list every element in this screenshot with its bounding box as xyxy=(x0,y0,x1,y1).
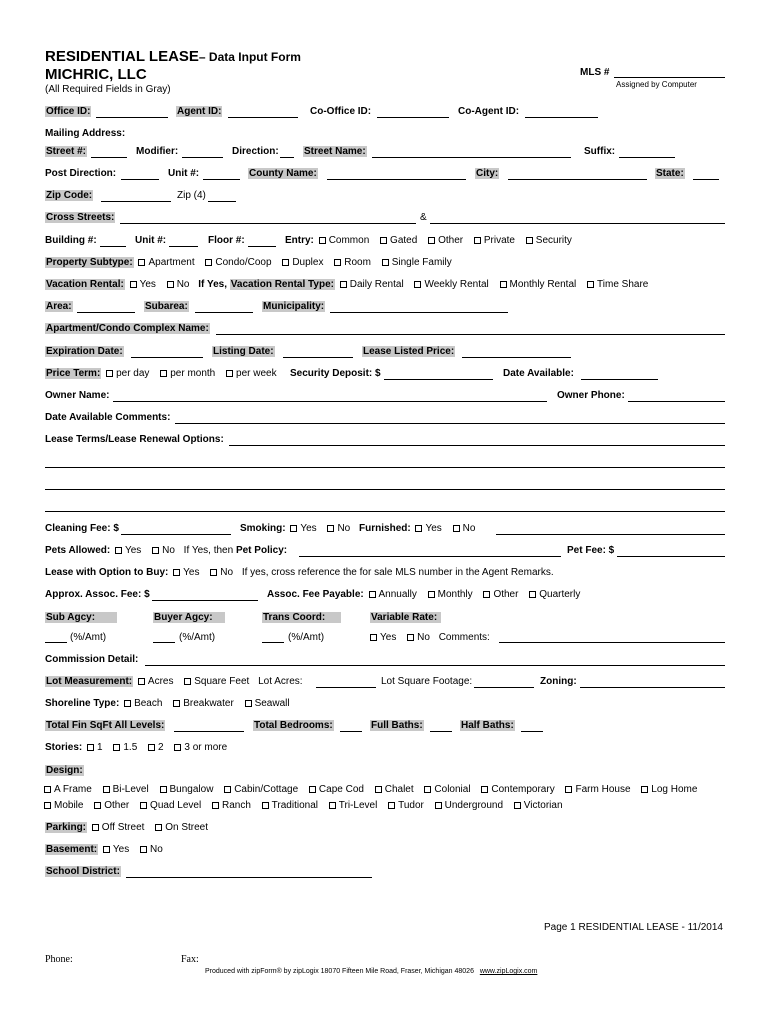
shoreline-breakwater[interactable]: Breakwater xyxy=(171,698,234,709)
entry-security[interactable]: Security xyxy=(524,235,572,246)
term-per-month[interactable]: per month xyxy=(158,368,215,379)
building-no-field[interactable] xyxy=(100,246,126,247)
design-chalet[interactable]: Chalet xyxy=(373,784,414,795)
stories-row: Stories: 1 1.5 2 3 or more xyxy=(45,742,228,753)
subtype-condo[interactable]: Condo/Coop xyxy=(203,257,271,268)
checkbox[interactable] xyxy=(167,281,174,288)
checkbox[interactable] xyxy=(226,370,233,377)
design-tudor[interactable]: Tudor xyxy=(386,800,424,811)
price-field[interactable] xyxy=(462,357,571,358)
smoking-no[interactable]: No xyxy=(325,523,350,534)
parking-label: Parking: xyxy=(46,822,87,833)
deposit-label: Security Deposit: $ xyxy=(290,368,381,379)
lease-terms-field-2[interactable] xyxy=(45,467,725,468)
checkbox[interactable] xyxy=(514,802,521,809)
street-no-label: Street #: xyxy=(46,146,87,157)
checkbox[interactable] xyxy=(87,744,94,751)
checkbox[interactable] xyxy=(212,802,219,809)
subarea-label: Subarea: xyxy=(145,301,188,312)
checkbox[interactable] xyxy=(130,281,137,288)
unit-no-field[interactable] xyxy=(169,246,198,247)
checkbox[interactable] xyxy=(388,802,395,809)
entry-other[interactable]: Other xyxy=(426,235,463,246)
unit-field[interactable] xyxy=(203,179,240,180)
commission-detail-field[interactable] xyxy=(145,665,725,666)
unit-no-label: Unit #: xyxy=(135,235,167,246)
design-cape-cod[interactable]: Cape Cod xyxy=(307,784,364,795)
checkbox[interactable] xyxy=(103,846,110,853)
lot-sqft-label: Lot Square Footage: xyxy=(381,676,473,687)
design-mobile[interactable]: Mobile xyxy=(42,800,83,811)
footer-fax: Fax: xyxy=(181,954,199,965)
city-label: City: xyxy=(476,168,499,179)
office-id-row xyxy=(45,106,91,117)
design-ranch[interactable]: Ranch xyxy=(210,800,251,811)
page-footer: Page 1 RESIDENTIAL LEASE - 11/2014 xyxy=(544,922,723,933)
cross-streets-label: Cross Streets: xyxy=(46,212,115,223)
footer-phone: Phone: xyxy=(45,954,73,965)
design-contemporary[interactable]: Contemporary xyxy=(479,784,554,795)
assoc-other[interactable]: Other xyxy=(481,589,518,600)
stories-2[interactable]: 2 xyxy=(146,742,164,753)
design-a-frame[interactable]: A Frame xyxy=(42,784,92,795)
checkbox[interactable] xyxy=(103,786,110,793)
design-log-home[interactable]: Log Home xyxy=(639,784,697,795)
avail-comments-field[interactable] xyxy=(175,423,725,424)
owner-phone-label: Owner Phone: xyxy=(557,390,625,401)
agent-id-field[interactable] xyxy=(228,117,298,118)
property-subtype-label: Property Subtype: xyxy=(46,257,133,268)
checkbox[interactable] xyxy=(407,634,414,641)
cross-street-2-field[interactable] xyxy=(430,223,725,224)
vacation-yes[interactable]: Yes xyxy=(128,279,156,290)
trans-coord-field[interactable] xyxy=(262,642,284,643)
suffix-field[interactable] xyxy=(619,157,675,158)
basement-no[interactable]: No xyxy=(138,844,163,855)
mls-label: MLS # xyxy=(580,67,610,78)
stories-3-plus[interactable]: 3 or more xyxy=(172,742,227,753)
mls-field[interactable] xyxy=(614,77,725,78)
state-field[interactable] xyxy=(693,179,719,180)
checkbox[interactable] xyxy=(113,744,120,751)
subarea-field[interactable] xyxy=(195,312,253,313)
checkbox[interactable] xyxy=(173,569,180,576)
cleaning-fee-label: Cleaning Fee: $ xyxy=(45,523,119,534)
basement-label: Basement: xyxy=(46,844,98,855)
county-label: County Name: xyxy=(249,168,317,179)
lot-sqft-option[interactable]: Square Feet xyxy=(182,676,249,687)
design-row-1 xyxy=(42,784,703,795)
stories-1[interactable]: 1 xyxy=(85,742,103,753)
checkbox[interactable] xyxy=(210,569,217,576)
sub-agcy-field[interactable] xyxy=(45,642,67,643)
checkbox[interactable] xyxy=(148,744,155,751)
design-quad-level[interactable]: Quad Level xyxy=(138,800,201,811)
checkbox[interactable] xyxy=(428,237,435,244)
municipality-label: Municipality: xyxy=(263,301,325,312)
floor-no-field[interactable] xyxy=(248,246,276,247)
vacation-monthly[interactable]: Monthly Rental xyxy=(498,279,577,290)
option-buy-row: Lease with Option to Buy: Yes No If yes, cross reference the for sale MLS number in the Agent Remarks. xyxy=(45,567,554,578)
area-field[interactable] xyxy=(77,312,135,313)
variable-yes[interactable]: Yes xyxy=(368,632,396,643)
price-label: Lease Listed Price: xyxy=(363,346,455,357)
checkbox[interactable] xyxy=(415,525,422,532)
form-title: RESIDENTIAL LEASE– Data Input Form xyxy=(45,48,301,65)
checkbox[interactable] xyxy=(174,744,181,751)
checkbox[interactable] xyxy=(152,547,159,554)
buyer-agcy-label: Buyer Agcy: xyxy=(153,612,225,623)
trans-coord-label: Trans Coord: xyxy=(262,612,341,623)
checkbox[interactable] xyxy=(370,634,377,641)
total-sqft-field[interactable] xyxy=(174,731,244,732)
design-cabin[interactable]: Cabin/Cottage xyxy=(222,784,298,795)
cleaning-fee-field[interactable] xyxy=(121,534,231,535)
variable-rate-label: Variable Rate: xyxy=(370,612,441,623)
trans-coord-amt: (%/Amt) xyxy=(288,632,325,643)
price-term-label: Price Term: xyxy=(46,368,101,379)
lot-acres-field[interactable] xyxy=(316,687,376,688)
subtype-single-family[interactable]: Single Family xyxy=(380,257,452,268)
design-colonial[interactable]: Colonial xyxy=(422,784,470,795)
buyer-agcy-field[interactable] xyxy=(153,642,175,643)
lot-measurement-label: Lot Measurement: xyxy=(46,676,133,687)
checkbox[interactable] xyxy=(369,591,376,598)
term-per-week[interactable]: per week xyxy=(224,368,277,379)
lease-terms-label: Lease Terms/Lease Renewal Options: xyxy=(45,434,224,445)
city-field[interactable] xyxy=(508,179,647,180)
checkbox[interactable] xyxy=(382,259,389,266)
checkbox[interactable] xyxy=(155,824,162,831)
zoning-label: Zoning: xyxy=(540,676,577,687)
design-tri-level[interactable]: Tri-Level xyxy=(327,800,378,811)
street-name-label: Street Name: xyxy=(304,146,366,157)
full-baths-field[interactable] xyxy=(430,731,452,732)
smoking-yes[interactable]: Yes xyxy=(288,523,316,534)
design-victorian[interactable]: Victorian xyxy=(512,800,563,811)
pets-row: Pets Allowed: Yes No If Yes, then Pet Policy: xyxy=(45,545,288,556)
basement-yes[interactable]: Yes xyxy=(101,844,129,855)
unit-label: Unit #: xyxy=(168,168,200,179)
checkbox[interactable] xyxy=(329,802,336,809)
entry-common[interactable]: Common xyxy=(317,235,370,246)
subtype-room[interactable]: Room xyxy=(332,257,371,268)
vacation-timeshare[interactable]: Time Share xyxy=(585,279,648,290)
county-field[interactable] xyxy=(327,179,466,180)
state-label: State: xyxy=(656,168,684,179)
furnished-yes[interactable]: Yes xyxy=(413,523,441,534)
co-office-id-field[interactable] xyxy=(377,117,449,118)
checkbox[interactable] xyxy=(140,802,147,809)
design-bungalow[interactable]: Bungalow xyxy=(158,784,214,795)
entry-private[interactable]: Private xyxy=(472,235,515,246)
parking-row xyxy=(45,822,214,833)
building-no-label: Building #: xyxy=(45,235,97,246)
expiration-label: Expiration Date: xyxy=(46,346,123,357)
checkbox[interactable] xyxy=(140,846,147,853)
shoreline-row: Shoreline Type: Beach Breakwater Seawall xyxy=(45,698,290,709)
bedrooms-field[interactable] xyxy=(340,731,362,732)
checkbox[interactable] xyxy=(424,786,431,793)
checkbox[interactable] xyxy=(481,786,488,793)
assoc-monthly[interactable]: Monthly xyxy=(426,589,473,600)
assoc-payable-row: Assoc. Fee Payable: Annually Monthly Other Quarterly xyxy=(267,589,581,600)
street-no-field[interactable] xyxy=(91,157,127,158)
shoreline-seawall[interactable]: Seawall xyxy=(243,698,290,709)
smoking-row: Smoking: Yes No Furnished: Yes No xyxy=(240,523,476,534)
co-office-id-label: Co-Office ID: xyxy=(310,106,372,117)
subtype-duplex[interactable]: Duplex xyxy=(280,257,323,268)
checkbox[interactable] xyxy=(380,237,387,244)
entry-row: Entry: Common Gated Other Private Security xyxy=(285,235,572,246)
agent-id-label: Agent ID: xyxy=(177,106,222,117)
pet-fee-label: Pet Fee: $ xyxy=(567,545,615,556)
co-agent-id-field[interactable] xyxy=(525,117,598,118)
lot-measurement-row: Lot Measurement: Acres Square Feet Lot Acres: xyxy=(46,676,303,687)
checkbox[interactable] xyxy=(319,237,326,244)
checkbox[interactable] xyxy=(500,281,507,288)
furnished-no[interactable]: No xyxy=(451,523,476,534)
checkbox[interactable] xyxy=(160,370,167,377)
lot-sqft-field[interactable] xyxy=(474,687,534,688)
checkbox[interactable] xyxy=(414,281,421,288)
property-subtype-row xyxy=(45,257,458,268)
checkbox[interactable] xyxy=(526,237,533,244)
zip-field[interactable] xyxy=(101,201,171,202)
modifier-label: Modifier: xyxy=(136,146,179,157)
half-baths-field[interactable] xyxy=(521,731,543,732)
checkbox[interactable] xyxy=(115,547,122,554)
full-baths-label: Full Baths: xyxy=(371,720,423,731)
complex-name-field[interactable] xyxy=(216,334,725,335)
checkbox[interactable] xyxy=(173,700,180,707)
municipality-field[interactable] xyxy=(330,312,508,313)
vacation-no[interactable]: No xyxy=(165,279,190,290)
pets-no[interactable]: No xyxy=(150,545,175,556)
zoning-field[interactable] xyxy=(580,687,725,688)
lease-terms-field-3[interactable] xyxy=(45,489,725,490)
checkbox[interactable] xyxy=(565,786,572,793)
parking-on-street[interactable]: On Street xyxy=(153,822,208,833)
avail-comments-label: Date Available Comments: xyxy=(45,412,171,423)
checkbox[interactable] xyxy=(483,591,490,598)
checkbox[interactable] xyxy=(327,525,334,532)
required-note: (All Required Fields in Gray) xyxy=(45,84,171,95)
direction-field[interactable] xyxy=(280,157,294,158)
listing-date-field[interactable] xyxy=(283,357,353,358)
checkbox[interactable] xyxy=(262,802,269,809)
checkbox[interactable] xyxy=(224,786,231,793)
zip4-label: Zip (4) xyxy=(177,190,206,201)
checkbox[interactable] xyxy=(474,237,481,244)
pets-yes[interactable]: Yes xyxy=(113,545,141,556)
co-agent-id-label: Co-Agent ID: xyxy=(458,106,520,117)
checkbox[interactable] xyxy=(44,786,51,793)
checkbox[interactable] xyxy=(334,259,341,266)
vacation-type-label: Vacation Rental Type: xyxy=(230,279,334,290)
commission-detail-label: Commission Detail: xyxy=(45,654,139,665)
date-available-field[interactable] xyxy=(581,379,658,380)
pet-fee-field[interactable] xyxy=(617,556,725,557)
checkbox[interactable] xyxy=(453,525,460,532)
design-bi-level[interactable]: Bi-Level xyxy=(101,784,149,795)
furnished-field[interactable] xyxy=(496,534,725,535)
parking-off-street[interactable]: Off Street xyxy=(90,822,145,833)
owner-name-field[interactable] xyxy=(113,401,547,402)
checkbox[interactable] xyxy=(94,802,101,809)
sub-agcy-amt: (%/Amt) xyxy=(70,632,107,643)
checkbox[interactable] xyxy=(106,370,113,377)
office-id-label: Office ID: xyxy=(46,106,91,117)
vacation-daily[interactable]: Daily Rental xyxy=(338,279,404,290)
buyer-agcy-amt: (%/Amt) xyxy=(179,632,216,643)
checkbox[interactable] xyxy=(205,259,212,266)
checkbox[interactable] xyxy=(282,259,289,266)
zip4-field[interactable] xyxy=(208,201,236,202)
checkbox[interactable] xyxy=(184,678,191,685)
lease-terms-field-4[interactable] xyxy=(45,511,725,512)
mailing-address-label: Mailing Address: xyxy=(45,128,126,139)
pet-policy-field[interactable] xyxy=(299,556,561,557)
post-direction-label: Post Direction: xyxy=(45,168,117,179)
deposit-field[interactable] xyxy=(384,379,493,380)
cross-street-1-field[interactable] xyxy=(120,223,416,224)
owner-phone-field[interactable] xyxy=(628,401,725,402)
half-baths-label: Half Baths: xyxy=(461,720,514,731)
checkbox[interactable] xyxy=(340,281,347,288)
assoc-fee-label: Approx. Assoc. Fee: $ xyxy=(45,589,150,600)
shoreline-beach[interactable]: Beach xyxy=(122,698,162,709)
checkbox[interactable] xyxy=(435,802,442,809)
checkbox[interactable] xyxy=(428,591,435,598)
zip-label: Zip Code: xyxy=(46,190,93,201)
option-buy-no[interactable]: No xyxy=(208,567,233,578)
office-id-field[interactable] xyxy=(96,117,168,118)
basement-row xyxy=(45,844,169,855)
owner-name-label: Owner Name: xyxy=(45,390,110,401)
ziplogix-link[interactable]: www.zipLogix.com xyxy=(479,968,538,975)
subtype-apartment[interactable]: Apartment xyxy=(136,257,194,268)
street-name-field[interactable] xyxy=(372,157,571,158)
checkbox[interactable] xyxy=(92,824,99,831)
checkbox[interactable] xyxy=(124,700,131,707)
total-sqft-label: Total Fin SqFt All Levels: xyxy=(46,720,165,731)
price-term-row xyxy=(45,368,283,379)
complex-name-label: Apartment/Condo Complex Name: xyxy=(46,323,209,334)
expiration-field[interactable] xyxy=(131,357,203,358)
school-district-field[interactable] xyxy=(126,877,372,878)
modifier-field[interactable] xyxy=(182,157,223,158)
assoc-quarterly[interactable]: Quarterly xyxy=(527,589,580,600)
term-per-day[interactable]: per day xyxy=(104,368,149,379)
mls-note: Assigned by Computer xyxy=(616,80,697,89)
suffix-label: Suffix: xyxy=(584,146,616,157)
bedrooms-label: Total Bedrooms: xyxy=(254,720,333,731)
lease-terms-field-1[interactable] xyxy=(229,445,725,446)
design-other[interactable]: Other xyxy=(92,800,129,811)
produced-by: Produced with zipForm® by zipLogix 18070 Fifteen Mile Road, Fraser, Michigan 48026 www.zipLogix.com xyxy=(205,968,538,975)
commission-comments-field[interactable] xyxy=(499,642,725,643)
area-label: Area: xyxy=(46,301,72,312)
sub-agcy-label: Sub Agcy: xyxy=(45,612,117,623)
assoc-annually[interactable]: Annually xyxy=(367,589,417,600)
checkbox[interactable] xyxy=(375,786,382,793)
checkbox[interactable] xyxy=(529,591,536,598)
direction-label: Direction: xyxy=(232,146,279,157)
vacation-rental-row: Vacation Rental: Yes No If Yes, Vacation Rental Type: Daily Rental Weekly Rental Monthly Rental Time Share xyxy=(46,279,649,290)
floor-no-label: Floor #: xyxy=(208,235,245,246)
company-name: MICHRIC, LLC xyxy=(45,66,147,83)
variable-no[interactable]: No xyxy=(405,632,430,643)
vacation-rental-label: Vacation Rental: xyxy=(46,279,124,290)
post-direction-field[interactable] xyxy=(121,179,159,180)
checkbox[interactable] xyxy=(309,786,316,793)
checkbox[interactable] xyxy=(290,525,297,532)
vacation-weekly[interactable]: Weekly Rental xyxy=(412,279,488,290)
lot-acres-option[interactable]: Acres xyxy=(136,676,174,687)
checkbox[interactable] xyxy=(44,802,51,809)
design-farm-house[interactable]: Farm House xyxy=(563,784,630,795)
checkbox[interactable] xyxy=(160,786,167,793)
checkbox[interactable] xyxy=(245,700,252,707)
date-available-label: Date Available: xyxy=(503,368,574,379)
checkbox[interactable] xyxy=(587,281,594,288)
design-label: Design: xyxy=(46,765,83,776)
design-traditional[interactable]: Traditional xyxy=(260,800,318,811)
design-row-2 xyxy=(42,800,569,811)
checkbox[interactable] xyxy=(138,259,145,266)
ampersand: & xyxy=(420,212,427,223)
option-buy-yes[interactable]: Yes xyxy=(171,567,199,578)
stories-1-5[interactable]: 1.5 xyxy=(111,742,137,753)
checkbox[interactable] xyxy=(138,678,145,685)
entry-gated[interactable]: Gated xyxy=(378,235,417,246)
checkbox[interactable] xyxy=(641,786,648,793)
variable-rate-row: Yes No Comments: xyxy=(368,632,490,643)
assoc-fee-field[interactable] xyxy=(152,600,258,601)
school-district-label: School District: xyxy=(46,866,120,877)
design-underground[interactable]: Underground xyxy=(433,800,503,811)
listing-date-label: Listing Date: xyxy=(213,346,274,357)
